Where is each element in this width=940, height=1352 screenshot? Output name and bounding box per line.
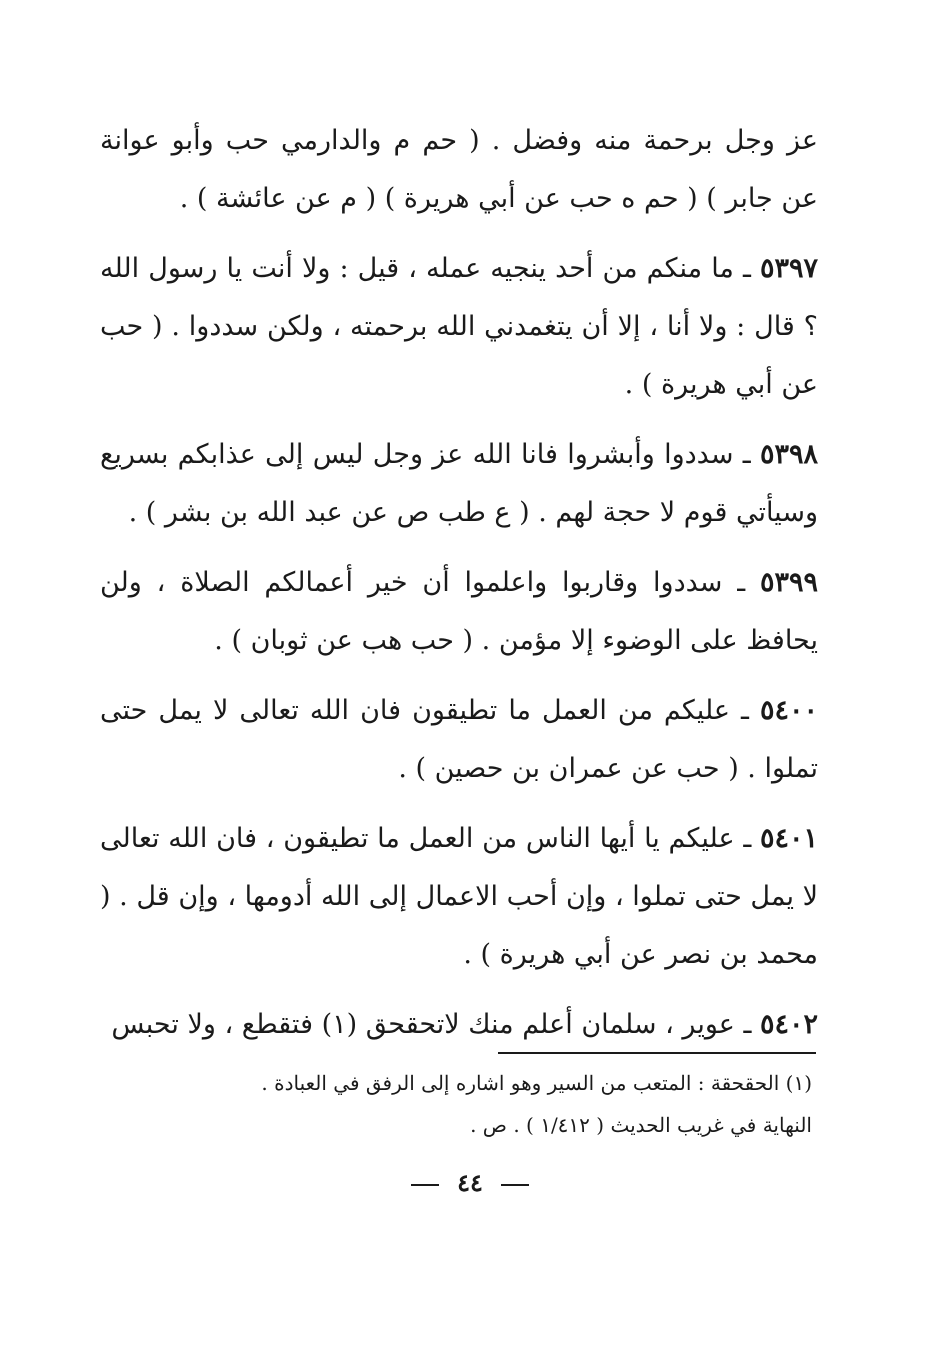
footnotes <box>120 1062 812 1146</box>
hadith-5400 <box>100 682 818 798</box>
hadith-5402 <box>100 996 818 1054</box>
hadith-text: ـ عوير ، سلمان أعلم منك لاتحقحق (١) فتقطع ، ولا تحبس <box>111 1009 752 1040</box>
hadith-text: ـ عليكم من العمل ما تطيقون فان الله تعالى لا يمل حتى تملوا . ( حب عن عمران بن حصين ) . <box>100 695 818 784</box>
hadith-continuation <box>100 112 818 228</box>
hadith-5397 <box>100 240 818 414</box>
hadith-5398 <box>100 426 818 542</box>
dash-right <box>411 1184 439 1186</box>
hadith-number: ٥٤٠١ <box>759 823 818 854</box>
footnote-line: (١) الحقحقة : المتعب من السير وهو اشاره إلى الرفق في العبادة . <box>261 1071 812 1095</box>
hadith-text: عز وجل برحمة منه وفضل . ( حم م والدارمي حب وأبو عوانة عن جابر ) ( حم ه حب عن أبي هريرة ) ( م عن عائشة ) . <box>100 125 818 214</box>
hadith-text: ـ ما منكم من أحد ينجيه عمله ، قيل : ولا أنت يا رسول الله ؟ قال : ولا أنا ، إلا أن يتغمدني الله برحمته ، ولكن سددوا . ( حب عن أبي هريرة ) . <box>100 253 818 400</box>
hadith-number: ٥٣٩٩ <box>759 567 818 598</box>
page-number <box>0 1168 940 1197</box>
page-number-value: ٤٤ <box>457 1168 483 1197</box>
hadith-5401 <box>100 810 818 984</box>
footnote-divider <box>498 1052 816 1054</box>
main-text <box>100 112 818 1066</box>
dash-left <box>501 1184 529 1186</box>
hadith-text: ـ سددوا وقاربوا واعلموا أن خير أعمالكم الصلاة ، ولن يحافظ على الوضوء إلا مؤمن . ( حب هب عن ثوبان ) . <box>100 567 818 656</box>
hadith-5399 <box>100 554 818 670</box>
hadith-number: ٥٤٠٠ <box>759 695 818 726</box>
hadith-number: ٥٣٩٨ <box>759 439 818 470</box>
hadith-number: ٥٤٠٢ <box>759 1009 818 1040</box>
hadith-text: ـ عليكم يا أيها الناس من العمل ما تطيقون ، فان الله تعالى لا يمل حتى تملوا ، وإن أحب الاعمال إلى الله أدومها ، وإن قل . ( محمد بن نصر عن أبي هريرة ) . <box>100 823 818 970</box>
footnote-line: النهاية في غريب الحديث ( ١/٤١٢ ) . ص . <box>470 1113 812 1137</box>
hadith-text: ـ سددوا وأبشروا فانا الله عز وجل ليس إلى عذابكم بسريع وسيأتي قوم لا حجة لهم . ( ع طب ص عن عبد الله بن بشر ) . <box>100 439 818 528</box>
hadith-number: ٥٣٩٧ <box>759 253 818 284</box>
